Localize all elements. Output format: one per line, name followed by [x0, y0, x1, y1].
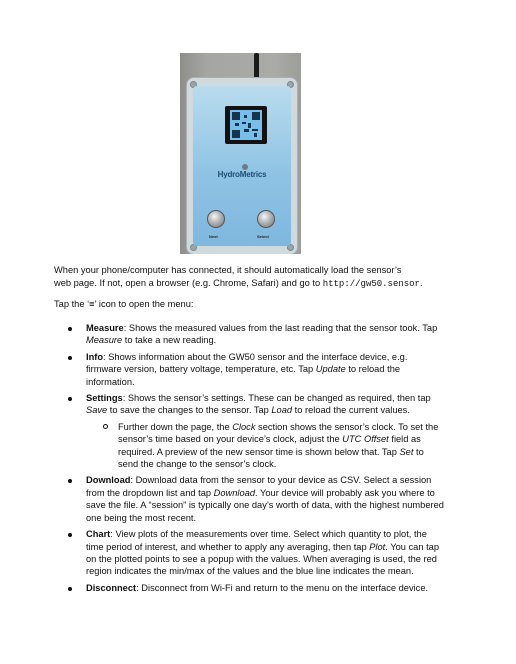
qr-code-icon [230, 110, 262, 140]
list-item-info: Info: Shows information about the GW50 sensor and the interface device, e.g. firmware version, battery voltage, temperature, etc. Tap Update to reload the information. [54, 351, 444, 388]
enclosure [186, 77, 298, 254]
bullet-icon [68, 356, 72, 360]
menu-intro: Tap the ‘≡’ icon to open the menu: [54, 299, 194, 309]
list-item-chart: Chart: View plots of the measurements over time. Select which quantity to plot, the time period of interest, and whether to apply any averaging, then tap Plot. You can tap on the plotted points to see a popup with the values. When averaging is used, the red region indicates the min/max of the values and the blue line indicates the mean. [54, 528, 444, 578]
bullet-icon [68, 397, 72, 401]
brand-logo: HydroMetrics [217, 170, 267, 179]
bullet-icon [68, 327, 72, 331]
list-item-disconnect: Disconnect: Disconnect from Wi-Fi and return to the menu on the interface device. [54, 582, 444, 594]
sensor-url: http://gw50.sensor [322, 279, 420, 289]
bullet-icon [68, 533, 72, 537]
list-item-measure: Measure: Shows the measured values from the last reading that the sensor took. Tap Measure to take a new reading. [54, 322, 444, 347]
list-subitem-clock: Further down the page, the Clock section shows the sensor’s clock. To set the sensor’s time based on your device’s clock, adjust the UTC Offset field as required. A preview of the new sensor time is shown below that. Tap Set to send the change to the sensor’s clock. [54, 421, 444, 471]
device-photo [180, 53, 301, 254]
select-knob [257, 210, 275, 228]
select-label: Select [257, 234, 269, 239]
list-item-download: Download: Download data from the sensor to your device as CSV. Select a session from the dropdown list and tap Download. Your device will probably ask you where to save the file. A “session” is typically one day’s worth of data, with the highest numbered one being the most recent. [54, 474, 444, 524]
intro-line1: When your phone/computer has connected, it should automatically load the sensor’s [54, 265, 402, 275]
bullet-icon [68, 479, 72, 483]
next-label: Next [209, 234, 218, 239]
intro-line2: web page. If not, open a browser (e.g. Chrome, Safari) and go to [54, 278, 323, 288]
bullet-icon [68, 587, 72, 591]
sub-bullet-icon [103, 424, 108, 429]
device-screen [225, 106, 267, 144]
intro-paragraph: When your phone/computer has connected, it should automatically load the sensor’s web page. If not, open a browser (e.g. Chrome, Safari) and go to http://gw50.sensor. [54, 265, 423, 289]
list-item-settings: Settings: Shows the sensor’s settings. These can be changed as required, then tap Save to save the changes to the sensor. Tap Load to reload the current values. [54, 392, 444, 417]
next-knob [207, 210, 225, 228]
menu-items-list [54, 322, 444, 598]
front-panel [193, 86, 291, 246]
